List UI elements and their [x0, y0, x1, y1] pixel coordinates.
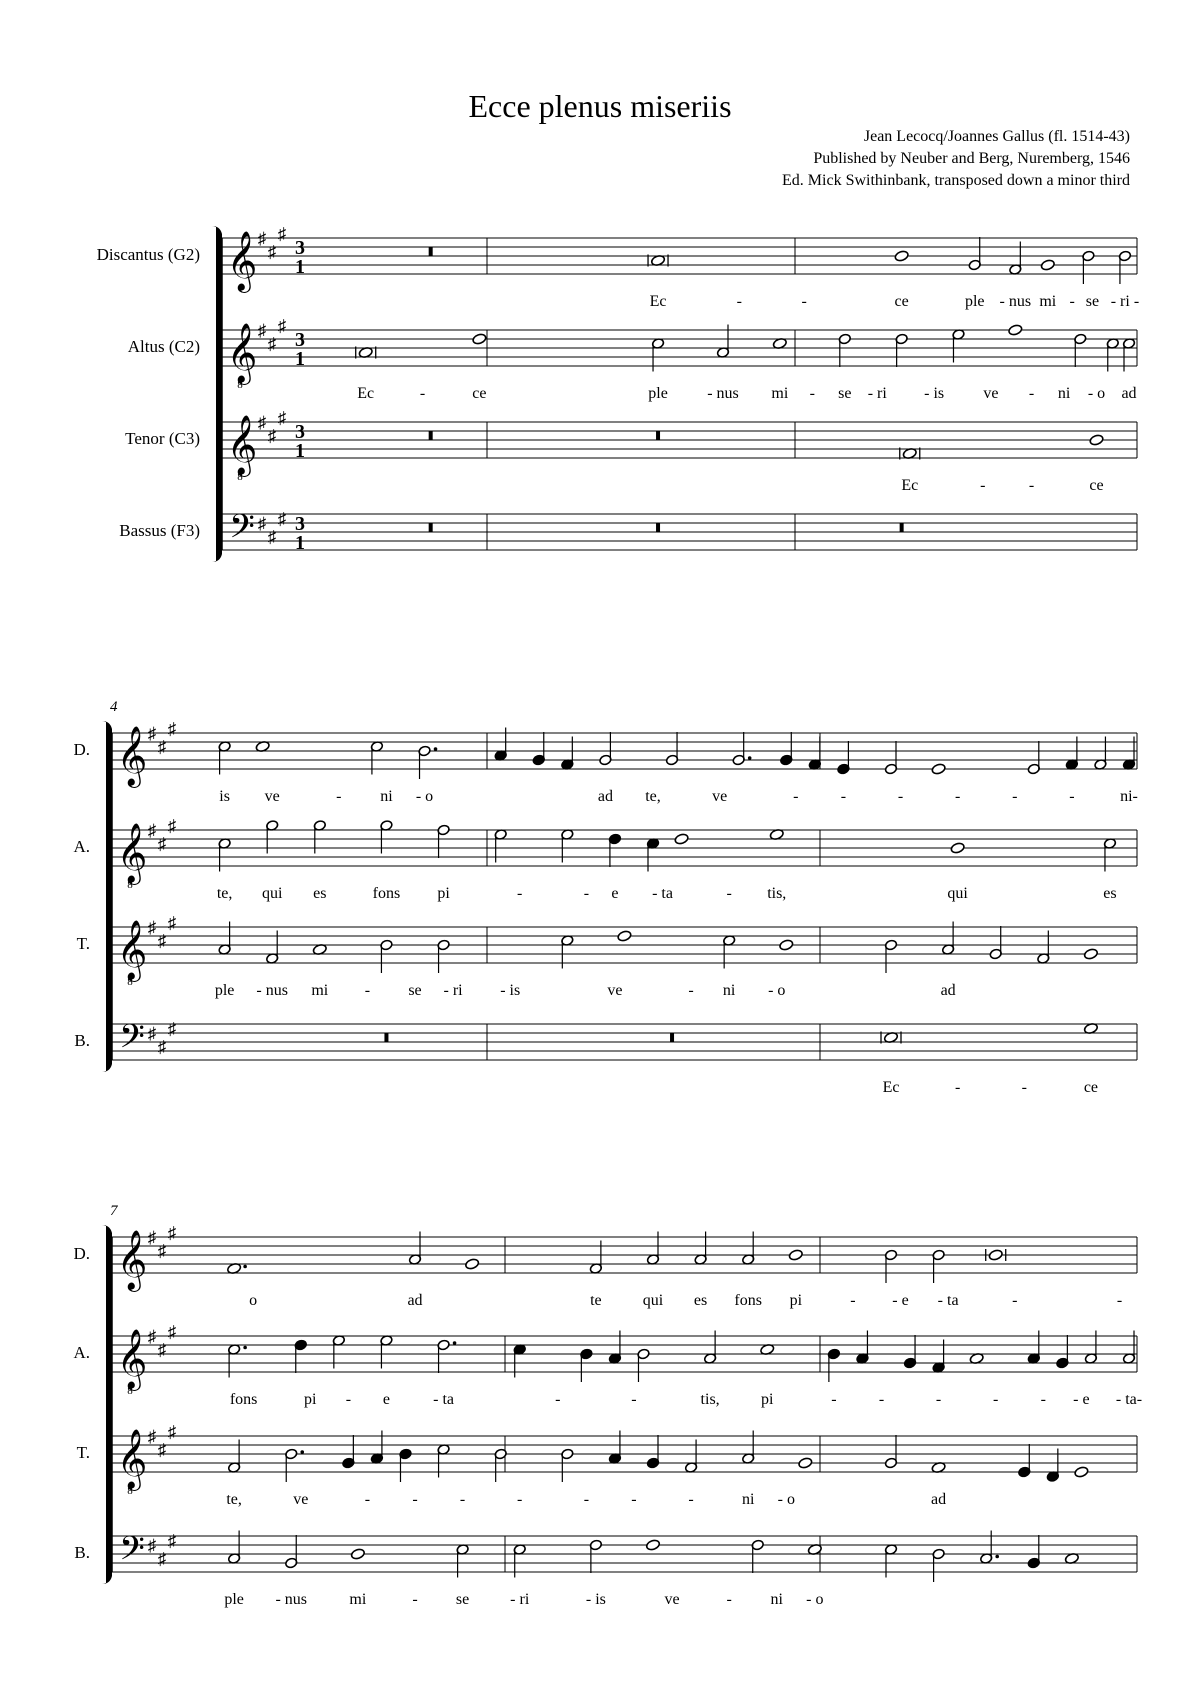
lyric-syllable: -: [840, 788, 847, 805]
lyric-syllable: -: [935, 1391, 942, 1408]
part-label: T.: [76, 934, 90, 953]
sharp-icon: ♯: [167, 816, 177, 836]
editor-credit: Ed. Mick Swithinbank, transposed down a minor third: [782, 172, 1130, 189]
lyric-syllable: - o: [777, 1491, 795, 1508]
lyric-syllable: -: [736, 293, 742, 310]
bass-clef-icon: 𝄢: [119, 1530, 145, 1575]
lyric-syllable: -: [419, 385, 426, 402]
octave-marker: 8: [237, 471, 243, 483]
time-sig-top: 3: [295, 237, 305, 259]
sharp-icon: ♯: [167, 1531, 177, 1551]
bar-number: 7: [110, 1203, 118, 1219]
treble-clef-icon: 𝄞: [116, 728, 148, 785]
lyric-syllable: -: [993, 1391, 999, 1408]
lyric-syllable: -: [1069, 293, 1075, 310]
octave-marker: 8: [127, 879, 133, 891]
lyric-syllable: ve: [264, 788, 280, 805]
time-sig-bottom: 1: [295, 440, 305, 462]
lyric-syllable: qui: [642, 1292, 664, 1309]
lyric-syllable: -: [1116, 1292, 1123, 1309]
lyric-syllable: -: [1040, 1391, 1046, 1408]
lyric-syllable: tis,: [767, 885, 787, 902]
lyric-syllable: -: [1012, 1292, 1018, 1309]
lyric-syllable: - ta: [937, 1292, 959, 1309]
lyric-syllable: ce: [894, 293, 909, 310]
lyric-syllable: -: [1021, 1079, 1027, 1096]
bar-number: 4: [110, 699, 118, 715]
sharp-icon: ♯: [277, 408, 287, 428]
sharp-icon: ♯: [267, 242, 277, 262]
treble-clef-icon: 𝄞: [116, 1431, 148, 1488]
lyric-syllable: - e: [1073, 1391, 1090, 1408]
note-head: [894, 250, 909, 262]
octave-marker: 8: [237, 379, 243, 391]
lyric-syllable: ni: [770, 1591, 783, 1608]
publisher-credit: Published by Neuber and Berg, Nuremberg, 1546: [813, 150, 1130, 167]
lyric-syllable: - ri -: [1110, 293, 1140, 310]
note-head: [465, 1258, 480, 1270]
lyric-syllable: -: [954, 1079, 961, 1096]
time-sig-top: 3: [295, 421, 305, 443]
sharp-icon: ♯: [157, 1440, 167, 1460]
lyric-syllable: ni: [722, 982, 736, 999]
sharp-icon: ♯: [147, 1024, 157, 1043]
lyric-syllable: ad: [597, 788, 613, 805]
lyric-syllable: -: [364, 982, 371, 999]
lyric-syllable: -: [1069, 788, 1075, 805]
lyric-syllable: te: [590, 1292, 602, 1309]
dot: [243, 1265, 247, 1269]
sharp-icon: ♯: [257, 229, 267, 248]
dot: [300, 1450, 304, 1454]
time-sig-bottom: 1: [295, 348, 305, 370]
lyric-syllable: -: [897, 788, 904, 805]
sharp-icon: ♯: [157, 931, 167, 951]
part-label: T.: [76, 1443, 90, 1462]
sharp-icon: ♯: [267, 334, 277, 354]
sharp-icon: ♯: [147, 1536, 157, 1555]
lyric-syllable: e: [382, 1391, 390, 1408]
lyric-syllable: se: [408, 982, 422, 999]
lyric-syllable: ce: [472, 385, 487, 402]
dot: [434, 747, 438, 751]
note-head: [1008, 324, 1023, 336]
lyric-syllable: es: [1103, 885, 1117, 902]
lyric-syllable: -: [459, 1491, 466, 1508]
part-label: A.: [73, 837, 90, 856]
lyric-syllable: ve: [607, 982, 623, 999]
lyric-syllable: ve: [664, 1591, 680, 1608]
lyric-syllable: - ta: [652, 885, 673, 902]
lyric-syllable: ad: [1121, 385, 1137, 402]
lyric-syllable: mi: [349, 1591, 367, 1608]
lyric-syllable: -: [878, 1391, 885, 1408]
lyric-syllable: - is: [500, 982, 521, 999]
lyric-syllable: is: [219, 788, 230, 805]
system-bracket: [102, 721, 112, 1072]
lyric-syllable: ce: [1089, 477, 1104, 494]
composer-credit: Jean Lecocq/Joannes Gallus (fl. 1514-43): [863, 128, 1130, 145]
sharp-icon: ♯: [147, 821, 157, 840]
lyric-syllable: -: [583, 1491, 590, 1508]
sharp-icon: ♯: [167, 1223, 177, 1243]
note-head: [988, 1249, 1003, 1261]
treble-clef-icon: 𝄞: [116, 825, 148, 882]
lyric-syllable: - nus: [707, 385, 739, 402]
lyric-syllable: qui: [947, 885, 968, 902]
lyric-syllable: es: [693, 1292, 708, 1309]
lyric-syllable: ad: [931, 1491, 947, 1508]
sharp-icon: ♯: [157, 1549, 167, 1569]
lyric-syllable: pi: [437, 885, 450, 902]
lyric-syllable: ple: [648, 385, 668, 402]
lyric-syllable: qui: [261, 885, 283, 902]
sharp-icon: ♯: [147, 724, 157, 743]
bass-clef-icon: 𝄢: [229, 508, 255, 553]
treble-clef-icon: 𝄞: [116, 922, 148, 979]
lyric-syllable: pi: [304, 1391, 317, 1408]
lyric-syllable: - o: [1087, 385, 1106, 402]
sharp-icon: ♯: [157, 834, 167, 854]
lyric-syllable: pi: [761, 1391, 774, 1408]
lyric-syllable: -: [364, 1491, 371, 1508]
lyric-syllable: - is: [585, 1591, 606, 1608]
time-sig-top: 3: [295, 329, 305, 351]
lyric-syllable: ve: [712, 788, 728, 805]
time-sig-bottom: 1: [295, 256, 305, 278]
lyric-syllable: ni: [1057, 385, 1071, 402]
sharp-icon: ♯: [267, 426, 277, 446]
dot: [748, 756, 752, 760]
lyric-syllable: tis,: [700, 1391, 720, 1408]
octave-marker: 8: [127, 1485, 133, 1497]
treble-clef-icon: 𝄞: [226, 233, 258, 290]
part-label: D.: [73, 1244, 90, 1263]
octave-marker: 8: [127, 1385, 133, 1397]
lyric-syllable: -: [831, 1391, 837, 1408]
dot: [995, 1555, 999, 1559]
sharp-icon: ♯: [167, 913, 177, 933]
lyric-syllable: ad: [407, 1292, 423, 1309]
lyric-syllable: es: [313, 885, 327, 902]
sharp-icon: ♯: [147, 918, 157, 937]
lyric-syllable: -: [688, 982, 694, 999]
lyric-syllable: ad: [940, 982, 956, 999]
lyric-syllable: ni-: [1120, 788, 1138, 805]
lyric-syllable: -: [793, 788, 799, 805]
lyric-syllable: - ri: [867, 385, 887, 402]
sharp-icon: ♯: [257, 321, 267, 340]
lyric-syllable: ple: [964, 293, 985, 310]
sharp-icon: ♯: [257, 514, 267, 533]
lyric-syllable: fons: [734, 1292, 762, 1309]
note-head: [645, 1539, 660, 1551]
treble-clef-icon: 𝄞: [226, 325, 258, 382]
part-label: Altus (C2): [127, 337, 200, 356]
sharp-icon: ♯: [147, 1427, 157, 1446]
lyric-syllable: - is: [924, 385, 945, 402]
lyric-syllable: -: [1012, 788, 1018, 805]
lyric-syllable: -: [809, 385, 815, 402]
note-head: [950, 842, 965, 854]
lyric-syllable: se: [455, 1591, 470, 1608]
lyric-syllable: mi: [771, 385, 789, 402]
part-label: Discantus (G2): [96, 245, 200, 264]
sharp-icon: ♯: [167, 1322, 177, 1342]
lyric-syllable: -: [980, 477, 986, 494]
time-sig-bottom: 1: [295, 532, 305, 554]
lyric-syllable: - nus: [256, 982, 288, 999]
lyric-syllable: -: [954, 788, 961, 805]
lyric-syllable: Ec: [357, 385, 375, 402]
part-label: Tenor (C3): [125, 429, 200, 448]
lyric-syllable: fons: [372, 885, 401, 902]
lyric-syllable: te,: [645, 788, 661, 805]
score-title: Ecce plenus miseriis: [468, 88, 732, 124]
note-head: [350, 1548, 365, 1560]
lyric-syllable: -: [517, 885, 523, 902]
part-label: A.: [73, 1343, 90, 1362]
lyric-syllable: -: [345, 1391, 352, 1408]
note-head: [788, 1249, 803, 1261]
sharp-icon: ♯: [157, 1037, 167, 1057]
lyric-syllable: -: [583, 885, 590, 902]
lyric-syllable: ni: [380, 788, 393, 805]
treble-clef-icon: 𝄞: [226, 417, 258, 474]
sharp-icon: ♯: [157, 1241, 167, 1261]
breve-rest: [384, 1033, 388, 1042]
lyric-syllable: -: [850, 1292, 856, 1309]
treble-clef-icon: 𝄞: [116, 1232, 148, 1289]
lyric-syllable: -: [555, 1391, 561, 1408]
lyric-syllable: - ri: [510, 1591, 530, 1608]
lyric-syllable: -: [726, 1591, 732, 1608]
lyric-syllable: -: [688, 1491, 694, 1508]
breve-rest: [900, 523, 904, 532]
sharp-icon: ♯: [167, 1019, 177, 1039]
sharp-icon: ♯: [147, 1327, 157, 1346]
lyric-syllable: -: [517, 1491, 523, 1508]
sharp-icon: ♯: [157, 1340, 167, 1360]
treble-clef-icon: 𝄞: [116, 1331, 148, 1388]
part-label: Bassus (F3): [119, 521, 200, 540]
lyric-syllable: -: [631, 1491, 637, 1508]
breve-rest: [429, 247, 433, 256]
sharp-icon: ♯: [167, 1422, 177, 1442]
lyric-syllable: -: [631, 1391, 637, 1408]
dot: [453, 1341, 457, 1345]
note-head: [617, 930, 632, 942]
sharp-icon: ♯: [277, 224, 287, 244]
lyric-syllable: mi: [311, 982, 329, 999]
lyric-syllable: Ec: [901, 477, 919, 494]
lyric-syllable: -: [412, 1591, 418, 1608]
lyric-syllable: -: [1028, 385, 1035, 402]
system-bracket: [102, 1225, 112, 1584]
note-head: [931, 763, 946, 775]
note-head: [798, 1457, 813, 1469]
system-bracket: [212, 226, 222, 562]
lyric-syllable: - o: [768, 982, 786, 999]
note-head: [1040, 259, 1055, 271]
note-head: [472, 333, 487, 345]
sharp-icon: ♯: [267, 527, 277, 547]
lyric-syllable: -: [726, 885, 732, 902]
bass-clef-icon: 𝄢: [119, 1018, 145, 1063]
breve-rest: [429, 431, 433, 440]
note-head: [1083, 948, 1098, 960]
breve-rest: [670, 1033, 674, 1042]
lyric-syllable: te,: [216, 885, 233, 902]
lyric-syllable: -: [412, 1491, 418, 1508]
lyric-syllable: ce: [1083, 1079, 1099, 1096]
lyric-syllable: ple: [224, 1591, 244, 1608]
lyric-syllable: te,: [226, 1491, 242, 1508]
lyric-syllable: ve: [293, 1491, 309, 1508]
sharp-icon: ♯: [277, 509, 287, 529]
lyric-syllable: fons: [229, 1391, 258, 1408]
part-label: D.: [73, 740, 90, 759]
sharp-icon: ♯: [167, 719, 177, 739]
note-head: [674, 833, 689, 845]
sharp-icon: ♯: [277, 316, 287, 336]
lyric-syllable: ve: [983, 385, 999, 402]
sharp-icon: ♯: [157, 737, 167, 757]
lyric-syllable: - nus: [999, 293, 1032, 310]
lyric-syllable: - ri: [443, 982, 463, 999]
lyric-syllable: se: [838, 385, 852, 402]
lyric-syllable: - e: [892, 1292, 909, 1309]
lyric-syllable: -: [1028, 477, 1035, 494]
lyric-syllable: pi: [789, 1292, 803, 1309]
breve-rest: [656, 431, 660, 440]
note-head: [1074, 1466, 1089, 1478]
lyric-syllable: - ta-: [1115, 1391, 1143, 1408]
lyric-syllable: - nus: [275, 1591, 308, 1608]
lyric-syllable: -: [801, 293, 807, 310]
sharp-icon: ♯: [257, 413, 267, 432]
note-head: [1089, 434, 1104, 446]
lyric-syllable: ple: [214, 982, 235, 999]
part-label: B.: [74, 1543, 90, 1562]
time-sig-top: 3: [295, 513, 305, 535]
lyric-syllable: - o: [806, 1591, 824, 1608]
octave-marker: 8: [127, 976, 133, 988]
lyric-syllable: - o: [415, 788, 434, 805]
lyric-syllable: Ec: [882, 1079, 900, 1096]
note-head: [779, 939, 794, 951]
lyric-syllable: mi: [1039, 293, 1057, 310]
lyric-syllable: e: [611, 885, 619, 902]
breve-rest: [656, 523, 660, 532]
dot: [243, 1346, 247, 1350]
sharp-icon: ♯: [147, 1228, 157, 1247]
lyric-syllable: se: [1085, 293, 1100, 310]
breve-rest: [429, 523, 433, 532]
lyric-syllable: - ta: [433, 1391, 454, 1408]
part-label: B.: [74, 1031, 90, 1050]
lyric-syllable: ni: [741, 1491, 755, 1508]
lyric-syllable: Ec: [649, 293, 667, 310]
lyric-syllable: -: [336, 788, 342, 805]
lyric-syllable: o: [249, 1292, 258, 1309]
